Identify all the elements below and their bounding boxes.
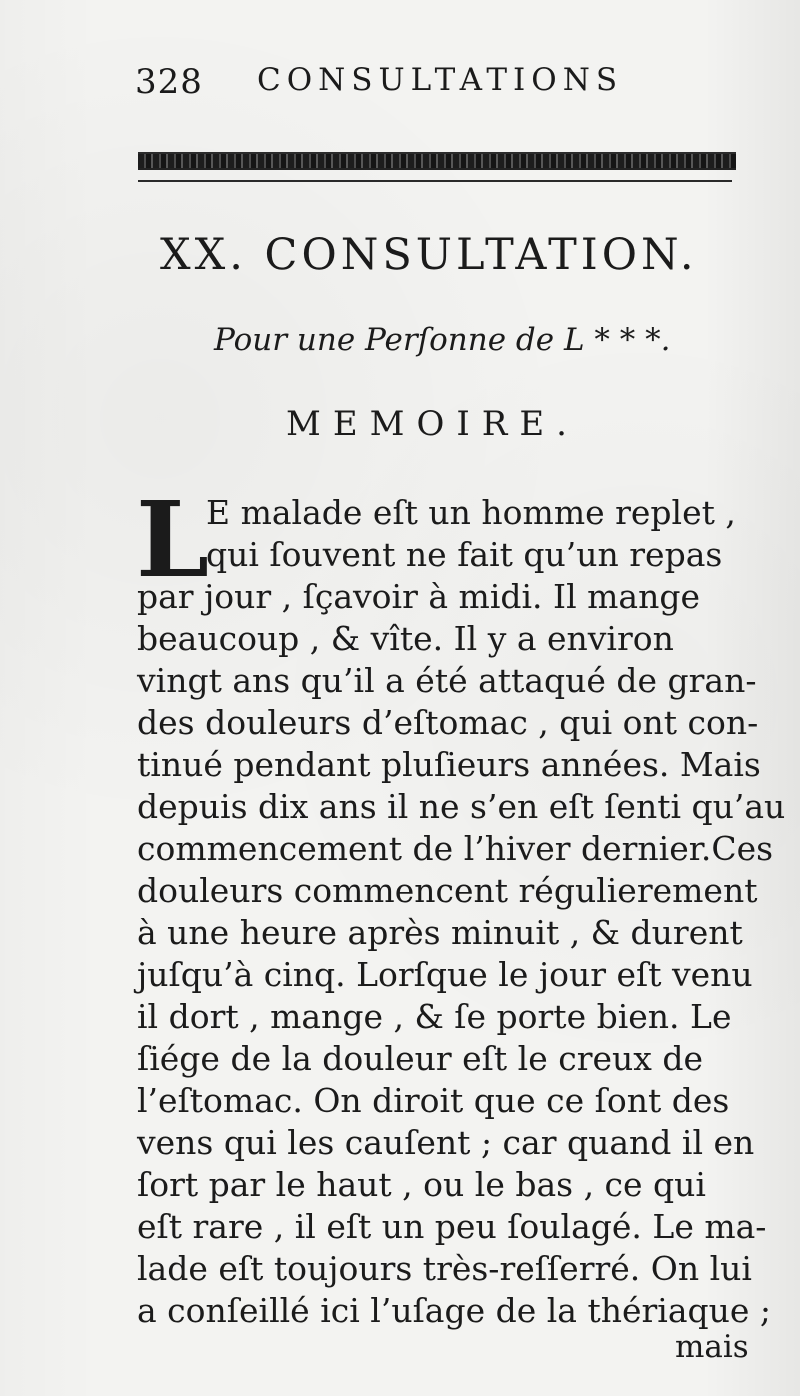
body-line: lade eſt toujours très-reſſerré. On lui <box>137 1249 752 1288</box>
body-line: l’eſtomac. On diroit que ce ſont des <box>137 1081 730 1120</box>
drop-cap: L <box>136 478 210 601</box>
body-line: à une heure après minuit , & durent <box>137 913 743 952</box>
section-title: XX. CONSULTATION. <box>160 230 698 280</box>
body-line: a conſeillé ici l’uſage de la thériaque ; <box>137 1291 772 1330</box>
subtitle: Pour une Perſonne de L * * *. <box>214 322 671 358</box>
memoire-heading: MEMOIRE. <box>286 404 579 444</box>
body-line: depuis dix ans il ne s’en eſt ſenti qu’au <box>137 787 786 826</box>
catchword: mais <box>675 1329 749 1365</box>
body-line: tinué pendant pluſieurs années. Mais <box>137 745 761 784</box>
body-line: ſort par le haut , ou le bas , ce qui <box>137 1165 706 1204</box>
body-line: vingt ans qu’il a été attaqué de gran- <box>137 661 757 700</box>
body-line: E malade eſt un homme replet , <box>206 493 736 532</box>
body-line: qui ſouvent ne fait qu’un repas <box>206 535 723 574</box>
body-line: il dort , mange , & ſe porte bien. Le <box>137 997 732 1036</box>
body-line: juſqu’à cinq. Lorſque le jour eſt venu <box>137 955 753 994</box>
body-line: beaucoup , & vîte. Il y a environ <box>137 619 674 658</box>
page-number: 328 <box>135 62 203 102</box>
body-line: par jour , ſçavoir à midi. Il mange <box>137 577 700 616</box>
body-line: commencement de l’hiver dernier.Ces <box>137 829 774 868</box>
body-line: vens qui les cauſent ; car quand il en <box>137 1123 755 1162</box>
body-line: des douleurs d’eſtomac , qui ont con- <box>137 703 759 742</box>
body-line: douleurs commencent régulierement <box>137 871 758 910</box>
body-line: eſt rare , il eſt un peu ſoulagé. Le ma- <box>137 1207 767 1246</box>
body-line: ſiége de la douleur eſt le creux de <box>137 1039 704 1078</box>
running-title: CONSULTATIONS <box>257 62 624 98</box>
